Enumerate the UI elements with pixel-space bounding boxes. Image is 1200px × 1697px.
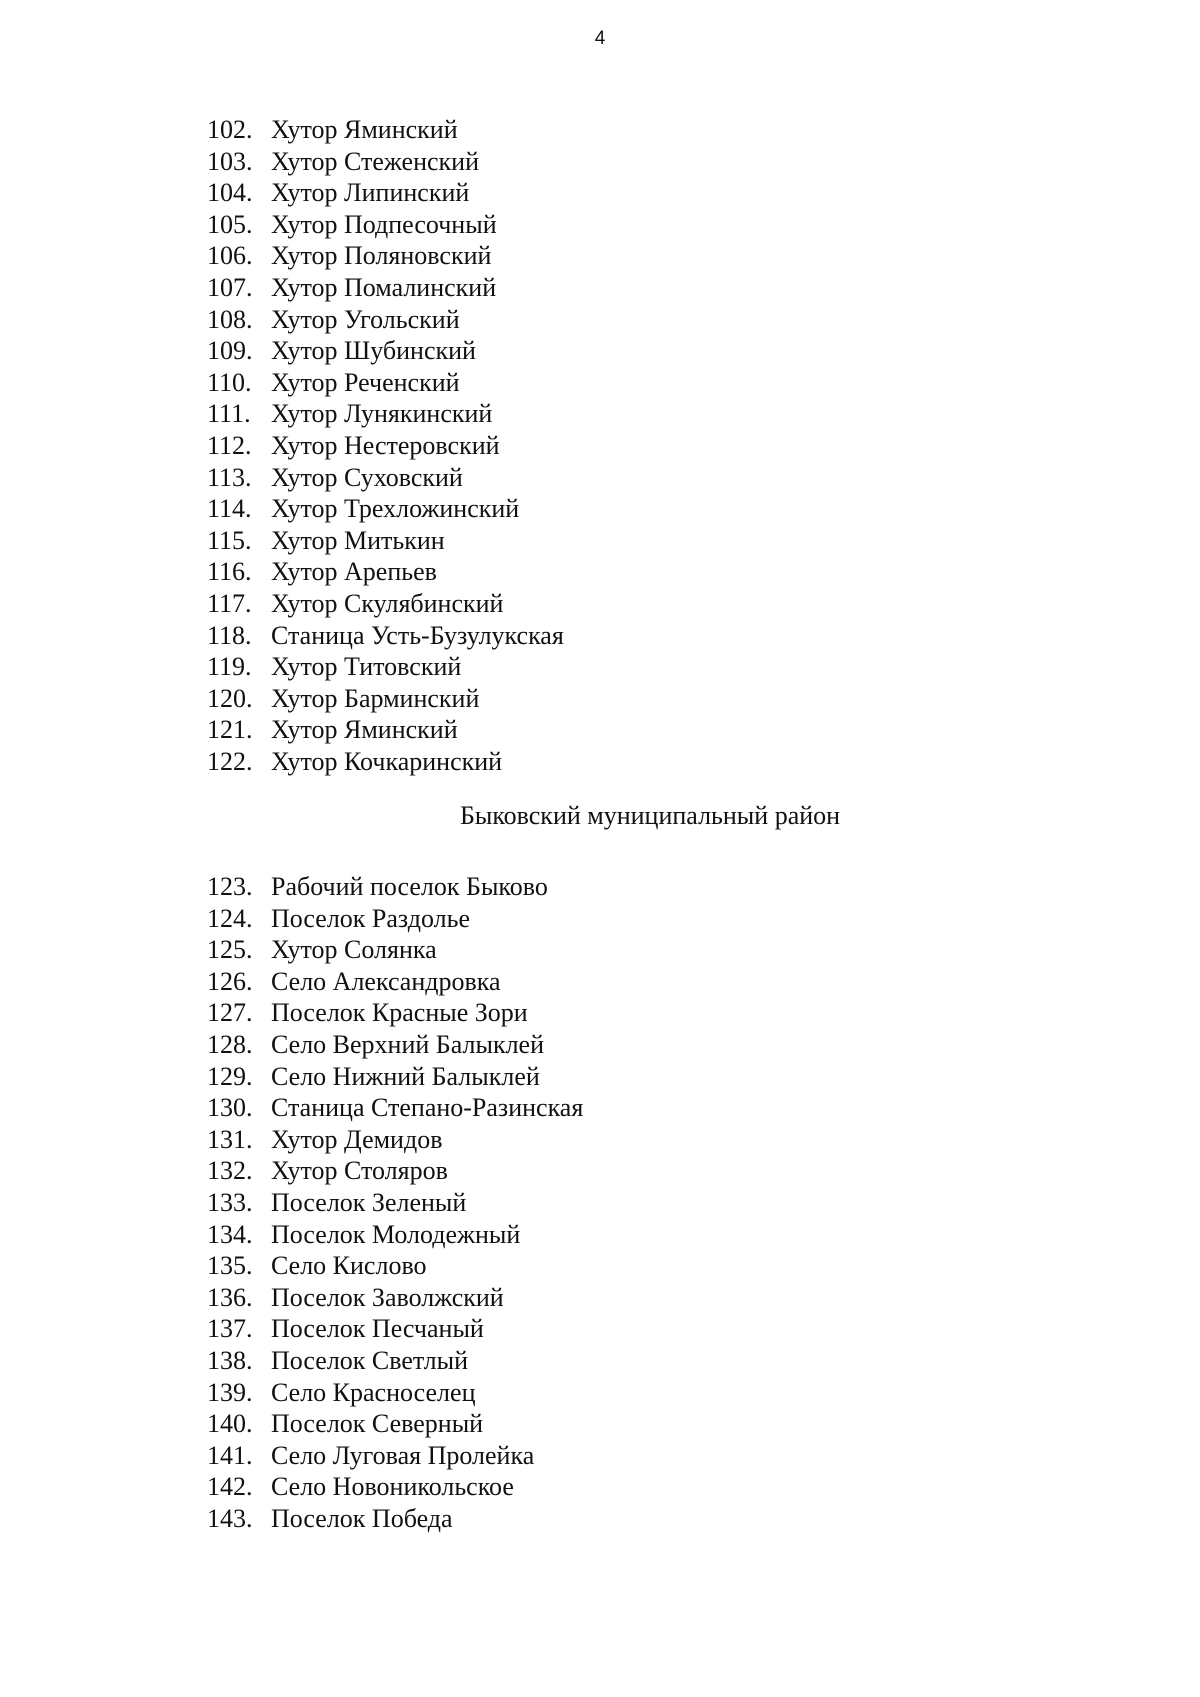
settlement-name: Хутор Липинский: [271, 178, 470, 208]
list-item: [207, 1503, 583, 1535]
list-item: [207, 430, 564, 462]
item-number: 143.: [207, 1503, 253, 1533]
list-item: [207, 966, 583, 998]
item-number: 135.: [207, 1251, 253, 1281]
item-number: 109.: [207, 336, 253, 366]
settlement-name: Хутор Столяров: [271, 1156, 448, 1186]
settlement-name: Хутор Трехложинский: [271, 494, 520, 524]
item-number: 142.: [207, 1472, 253, 1502]
item-number: 102.: [207, 115, 253, 144]
settlement-name: Село Новоникольское: [271, 1472, 514, 1502]
settlement-name: Поселок Заволжский: [271, 1282, 504, 1312]
list-item: [207, 335, 564, 367]
settlement-name: Поселок Светлый: [271, 1345, 469, 1375]
item-number: 123.: [207, 872, 253, 901]
item-number: 105.: [207, 209, 253, 239]
list-item: [207, 177, 564, 209]
list-item: [207, 903, 583, 935]
list-item: [207, 1345, 583, 1377]
item-number: 120.: [207, 683, 253, 713]
item-number: 128.: [207, 1029, 253, 1059]
settlement-name: Хутор Солянка: [271, 935, 437, 965]
list-item: [207, 620, 564, 652]
list-item: [207, 746, 564, 778]
list-item: [207, 304, 564, 336]
list-item: [207, 525, 564, 557]
item-number: 116.: [207, 557, 252, 587]
item-number: 129.: [207, 1061, 253, 1091]
item-number: 133.: [207, 1187, 253, 1217]
settlement-name: Село Кислово: [271, 1251, 427, 1281]
page-number: 4: [594, 28, 606, 49]
item-number: 106.: [207, 241, 253, 271]
list-item: [207, 240, 564, 272]
item-number: 110.: [207, 367, 252, 397]
list-item: [207, 871, 583, 903]
settlement-name: Станица Степано-Разинская: [271, 1093, 584, 1123]
settlement-name: Село Нижний Балыклей: [271, 1061, 540, 1091]
item-number: 121.: [207, 715, 253, 745]
item-number: 119.: [207, 652, 252, 682]
item-number: 118.: [207, 620, 252, 650]
settlement-name: Село Красноселец: [271, 1377, 476, 1407]
list-item: [207, 1219, 583, 1251]
settlement-name: Хутор Помалинский: [271, 272, 497, 302]
list-item: [207, 462, 564, 494]
item-number: 126.: [207, 966, 253, 996]
item-number: 108.: [207, 304, 253, 334]
settlement-name: Поселок Песчаный: [271, 1314, 484, 1344]
item-number: 112.: [207, 430, 252, 460]
settlement-name: Хутор Яминский: [271, 115, 458, 144]
item-number: 131.: [207, 1124, 253, 1154]
settlement-name: Поселок Красные Зори: [271, 998, 528, 1028]
settlement-name: Поселок Победа: [271, 1503, 453, 1533]
list-item: [207, 114, 564, 146]
item-number: 114.: [207, 494, 252, 524]
item-number: 134.: [207, 1219, 253, 1249]
item-number: 125.: [207, 935, 253, 965]
settlement-name: Поселок Раздолье: [271, 903, 470, 933]
settlement-name: Хутор Нестеровский: [271, 430, 500, 460]
item-number: 103.: [207, 146, 253, 176]
list-item: [207, 209, 564, 241]
list-item: [207, 997, 583, 1029]
settlement-name: Хутор Демидов: [271, 1124, 443, 1154]
settlement-name: Поселок Северный: [271, 1409, 484, 1439]
settlement-name: Хутор Митькин: [271, 525, 445, 555]
list-item: [207, 1440, 583, 1472]
item-number: 104.: [207, 178, 253, 208]
item-number: 117.: [207, 588, 252, 618]
list-item: [207, 714, 564, 746]
settlement-name: Село Верхний Балыклей: [271, 1029, 544, 1059]
list-item: [207, 934, 583, 966]
list-item: [207, 1408, 583, 1440]
settlement-name: Хутор Поляновский: [271, 241, 492, 271]
list-item: [207, 1061, 583, 1093]
list-item: [207, 1377, 583, 1409]
settlement-name: Село Луговая Пролейка: [271, 1440, 535, 1470]
settlement-name: Хутор Лунякинский: [271, 399, 493, 429]
list-item: [207, 1250, 583, 1282]
item-number: 124.: [207, 903, 253, 933]
settlement-name: Хутор Барминский: [271, 683, 480, 713]
list-item: [207, 493, 564, 525]
list-item: [207, 1124, 583, 1156]
item-number: 122.: [207, 746, 253, 776]
item-number: 141.: [207, 1440, 253, 1470]
settlement-name: Хутор Арепьев: [271, 557, 437, 587]
list-item: [207, 1092, 583, 1124]
settlement-name: Хутор Скулябинский: [271, 588, 504, 618]
list-item: [207, 1282, 583, 1314]
settlement-name: Хутор Угольский: [271, 304, 460, 334]
list-item: [207, 272, 564, 304]
item-number: 140.: [207, 1409, 253, 1439]
list-item: [207, 1313, 583, 1345]
item-number: 111.: [207, 399, 251, 429]
list-item: [207, 1471, 583, 1503]
list-item: [207, 683, 564, 715]
section-heading: Быковский муниципальный район: [459, 801, 841, 830]
item-number: 113.: [207, 462, 252, 492]
list-item: [207, 1155, 583, 1187]
list-item: [207, 1187, 583, 1219]
list-item: [207, 1029, 583, 1061]
settlement-name: Хутор Реченский: [271, 367, 460, 397]
settlement-name: Станица Усть-Бузулукская: [271, 620, 564, 650]
settlement-list-1: [207, 114, 564, 777]
list-item: [207, 146, 564, 178]
item-number: 115.: [207, 525, 252, 555]
settlement-name: Рабочий поселок Быково: [271, 872, 548, 901]
item-number: 138.: [207, 1345, 253, 1375]
item-number: 132.: [207, 1156, 253, 1186]
item-number: 137.: [207, 1314, 253, 1344]
list-item: [207, 651, 564, 683]
settlement-name: Поселок Молодежный: [271, 1219, 521, 1249]
list-item: [207, 556, 564, 588]
settlement-name: Поселок Зеленый: [271, 1187, 467, 1217]
settlement-list-2: [207, 871, 583, 1534]
settlement-name: Хутор Яминский: [271, 715, 458, 745]
list-item: [207, 588, 564, 620]
item-number: 136.: [207, 1282, 253, 1312]
settlement-name: Хутор Подпесочный: [271, 209, 497, 239]
list-item: [207, 367, 564, 399]
item-number: 139.: [207, 1377, 253, 1407]
settlement-name: Хутор Кочкаринский: [271, 746, 503, 776]
settlement-name: Хутор Суховский: [271, 462, 463, 492]
settlement-name: Хутор Шубинский: [271, 336, 476, 366]
settlement-name: Село Александровка: [271, 966, 501, 996]
item-number: 130.: [207, 1093, 253, 1123]
settlement-name: Хутор Стеженский: [271, 146, 479, 176]
settlement-name: Хутор Титовский: [271, 652, 462, 682]
item-number: 127.: [207, 998, 253, 1028]
list-item: [207, 398, 564, 430]
item-number: 107.: [207, 272, 253, 302]
